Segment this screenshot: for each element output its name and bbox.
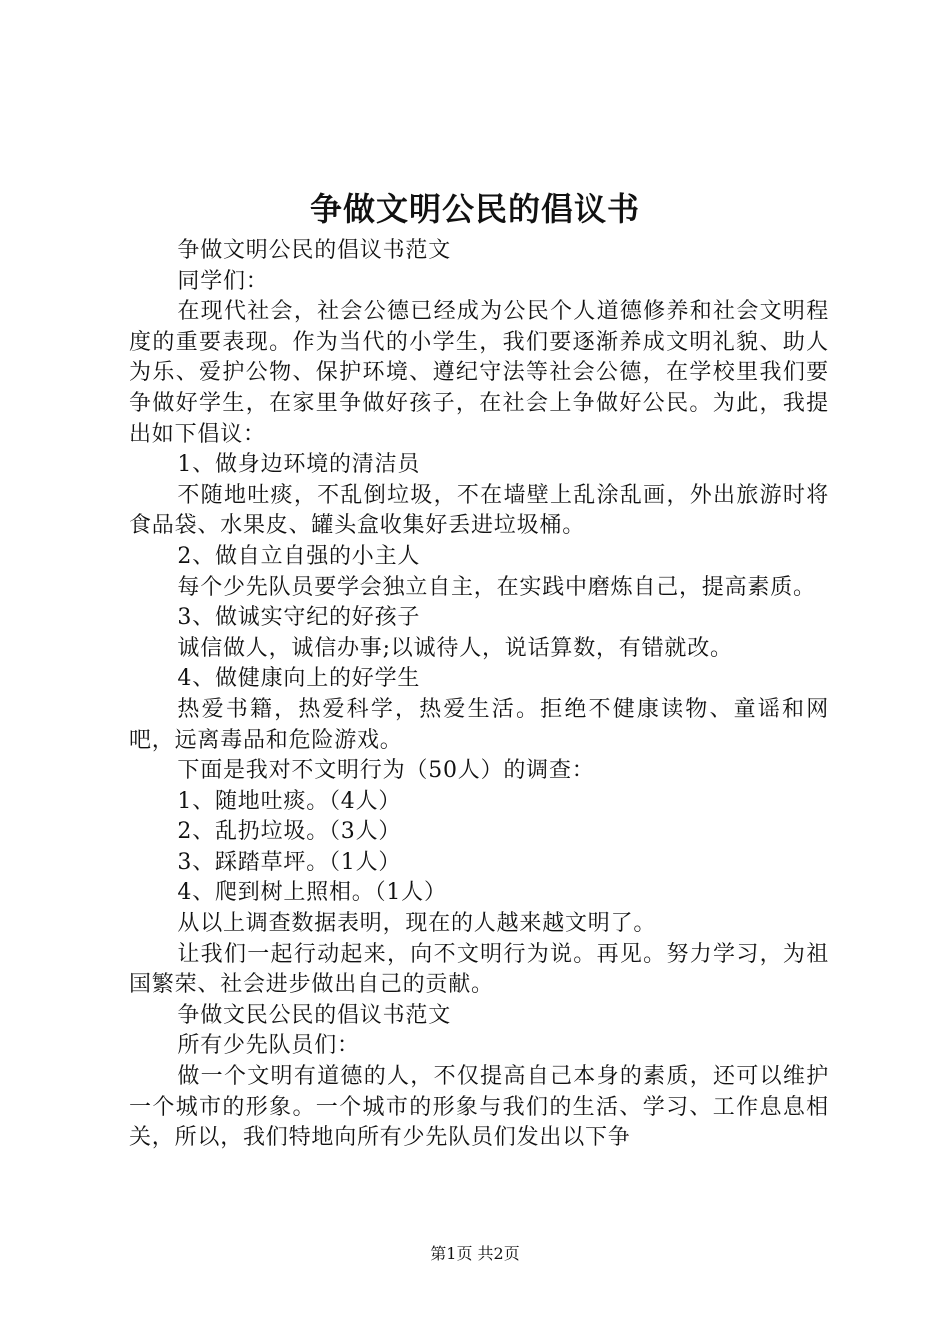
document-body (129, 236, 829, 1154)
survey-intro: 下面是我对不文明行为（50人）的调查： (177, 758, 595, 784)
survey-item: 1、随地吐痰。（4人） (177, 788, 402, 814)
survey-item: 4、爬到树上照相。（1人） (177, 880, 447, 906)
page-footer: 第1页 共2页 (430, 1244, 520, 1263)
proposal-paragraph: 诚信做人，诚信办事;以诚待人，说话算数，有错就改。 (177, 635, 733, 661)
proposal-paragraph: 热爱书籍，热爱科学，热爱生活。拒绝不健康读物、童谣和网吧，远离毒品和危险游戏。 (129, 696, 829, 753)
subtitle-paragraph: 争做文明公民的倡议书范文 (177, 238, 451, 263)
second-intro-paragraph: 做一个文明有道德的人，不仅提高自己本身的素质，还可以维护一个城市的形象。一个城市的形象与我们的生活、学习、工作息息相关，所以，我们特地向所有少先队员们发出以下争 (129, 1064, 829, 1151)
closing-paragraph: 让我们一起行动起来，向不文明行为说。再见。努力学习，为祖国繁荣、社会进步做出自己的贡献。 (129, 941, 829, 998)
proposal-paragraph: 每个少先队员要学会独立自主，在实践中磨炼自己，提高素质。 (177, 574, 816, 600)
proposal-heading: 1、做身边环境的清洁员 (177, 452, 421, 478)
proposal-heading: 4、做健康向上的好学生 (177, 666, 421, 692)
intro-paragraph: 在现代社会，社会公德已经成为公民个人道德修养和社会文明程度的重要表现。作为当代的小学生，我们要逐渐养成文明礼貌、助人为乐、爱护公物、保护环境、遵纪守法等社会公德，在学校里我们要争做好学生，在家里争做好孩子，在社会上争做好公民。为此，我提出如下倡议： (129, 299, 829, 447)
document-title: 争做文明公民的倡议书 (309, 190, 640, 228)
survey-conclusion: 从以上调查数据表明，现在的人越来越文明了。 (177, 911, 657, 937)
survey-item: 3、踩踏草坪。（1人） (177, 849, 402, 875)
proposal-heading: 3、做诚实守纪的好孩子 (177, 605, 421, 631)
second-subtitle: 争做文民公民的倡议书范文 (177, 1002, 451, 1028)
proposal-heading: 2、做自立自强的小主人 (177, 543, 421, 569)
salutation-paragraph: 同学们： (177, 268, 269, 294)
survey-item: 2、乱扔垃圾。（3人） (177, 819, 402, 845)
second-salutation: 所有少先队员们： (177, 1033, 360, 1059)
proposal-paragraph: 不随地吐痰，不乱倒垃圾，不在墙壁上乱涂乱画，外出旅游时将食品袋、水果皮、罐头盒收集好丢进垃圾桶。 (129, 482, 829, 539)
